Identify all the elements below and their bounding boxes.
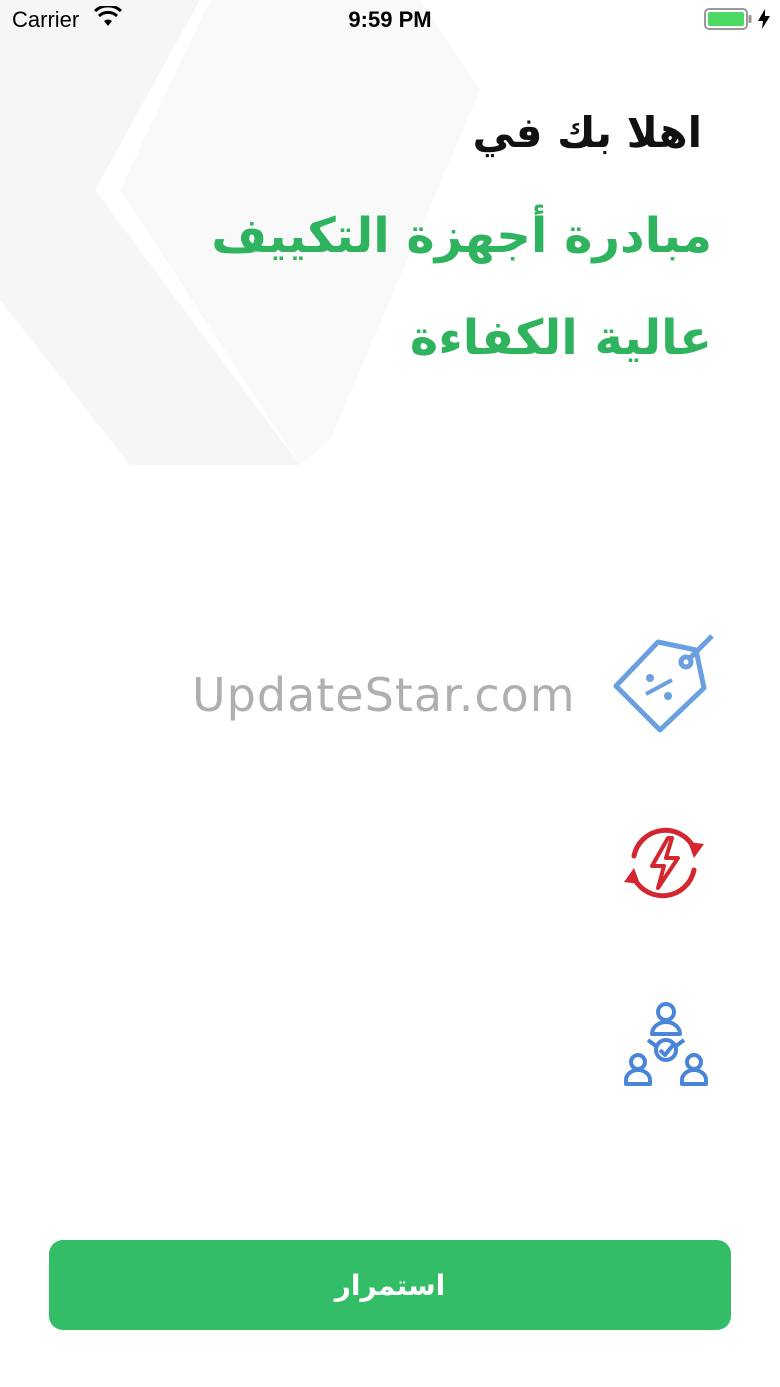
energy-cycle-icon <box>616 820 712 906</box>
welcome-heading: اهلا بك في <box>472 108 702 157</box>
battery-full-icon <box>704 8 752 30</box>
initiative-title-line2: عالية الكفاءة <box>409 310 712 366</box>
initiative-title-line1: مبادرة أجهزة التكييف <box>211 208 712 264</box>
clock: 9:59 PM <box>348 7 432 32</box>
watermark: UpdateStar.com <box>192 668 576 722</box>
continue-button[interactable]: استمرار <box>49 1240 731 1330</box>
status-bar <box>0 0 780 40</box>
community-network-icon <box>622 1000 710 1088</box>
carrier-label: Carrier <box>12 7 80 32</box>
discount-tag-icon <box>610 628 716 734</box>
bolt-icon <box>757 8 771 30</box>
